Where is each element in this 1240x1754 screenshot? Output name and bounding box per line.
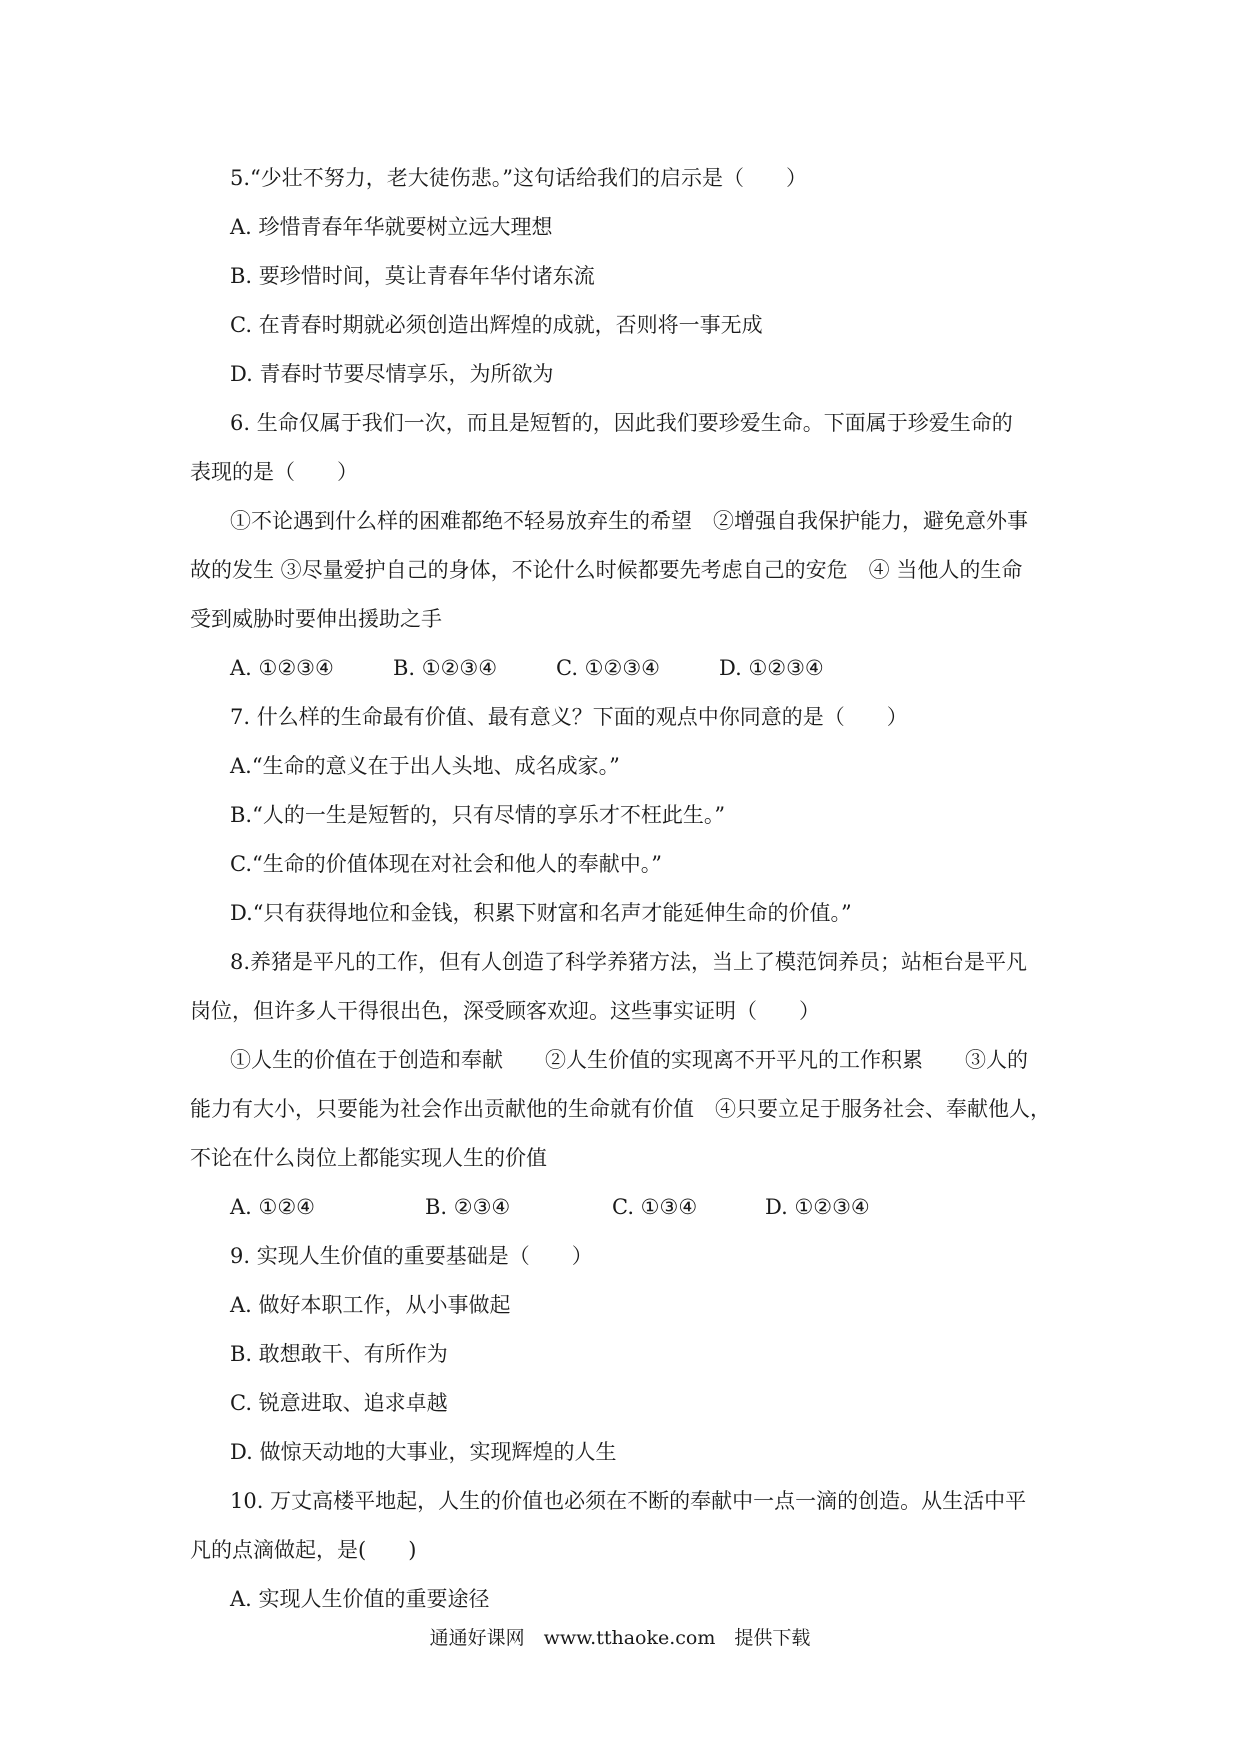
question-8-statements-line-3: 不论在什么岗位上都能实现人生的价值: [190, 1146, 547, 1170]
question-8-option-c: C. ①③④: [612, 1195, 698, 1219]
question-8-stem-line-1: 8.养猪是平凡的工作，但有人创造了科学养猪方法，当上了模范饲养员；站柜台是平凡: [230, 950, 1028, 974]
question-10-option-a: A. 实现人生价值的重要途径: [230, 1587, 490, 1611]
question-7-option-c: C.“生命的价值体现在对社会和他人的奉献中。”: [230, 852, 662, 876]
question-7-option-d: D.“只有获得地位和金钱，积累下财富和名声才能延伸生命的价值。”: [230, 901, 852, 925]
question-6-option-c: C. ①②③④: [556, 656, 660, 680]
question-9-option-c: C. 锐意进取、追求卓越: [230, 1391, 448, 1415]
question-5-option-a: A. 珍惜青春年华就要树立远大理想: [230, 215, 553, 239]
question-5-option-b: B. 要珍惜时间，莫让青春年华付诸东流: [230, 264, 595, 288]
question-8-options: [190, 1183, 1065, 1232]
question-8-stem-line-2: 岗位，但许多人干得很出色，深受顾客欢迎。这些事实证明（ ）: [190, 999, 820, 1023]
question-8-statements-line-1: ①人生的价值在于创造和奉献 ②人生价值的实现离不开平凡的工作积累 ③人的: [230, 1048, 1028, 1072]
question-6-statements-line-1: ①不论遇到什么样的困难都绝不轻易放弃生的希望 ②增强自我保护能力，避免意外事: [230, 509, 1028, 533]
question-9-option-b: B. 敢想敢干、有所作为: [230, 1342, 448, 1366]
question-list: [190, 154, 1065, 1624]
question-5-option-d: D. 青春时节要尽情享乐，为所欲为: [230, 362, 554, 386]
question-5-stem: 5.“少壮不努力，老大徒伤悲。”这句话给我们的启示是（ ）: [230, 166, 808, 190]
question-6-stem-line-2: 表现的是（ ）: [190, 460, 358, 484]
question-6-statements-line-2: 故的发生 ③尽量爱护自己的身体，不论什么时候都要先考虑自己的安危 ④ 当他人的生命: [190, 558, 1023, 582]
question-8-option-d: D. ①②③④: [765, 1195, 870, 1219]
question-6-stem-line-1: 6. 生命仅属于我们一次，而且是短暂的，因此我们要珍爱生命。下面属于珍爱生命的: [230, 411, 1013, 435]
question-8-statements-line-2: 能力有大小，只要能为社会作出贡献他的生命就有价值 ④只要立足于服务社会、奉献他人，: [190, 1097, 1051, 1121]
question-10-stem-line-1: 10. 万丈高楼平地起，人生的价值也必须在不断的奉献中一点一滴的创造。从生活中平: [230, 1489, 1027, 1513]
question-8-option-b: B. ②③④: [425, 1195, 511, 1219]
question-6-option-d: D. ①②③④: [719, 656, 824, 680]
question-6-option-a: A. ①②③④: [230, 656, 334, 680]
question-7-option-b: B.“人的一生是短暂的，只有尽情的享乐才不枉此生。”: [230, 803, 726, 827]
question-6-option-b: B. ①②③④: [393, 656, 498, 680]
question-5-option-c: C. 在青春时期就必须创造出辉煌的成就，否则将一事无成: [230, 313, 763, 337]
question-9-stem: 9. 实现人生价值的重要基础是（ ）: [230, 1244, 593, 1268]
question-9-option-d: D. 做惊天动地的大事业，实现辉煌的人生: [230, 1440, 617, 1464]
page-footer: 通通好课网 www.tthaoke.com 提供下载: [429, 1627, 811, 1649]
question-10-stem-line-2: 凡的点滴做起，是( ): [190, 1538, 417, 1562]
question-8-option-a: A. ①②④: [230, 1195, 315, 1219]
question-6-statements-line-3: 受到威胁时要伸出援助之手: [190, 607, 442, 631]
question-9-option-a: A. 做好本职工作，从小事做起: [230, 1293, 511, 1317]
question-6-options: [190, 644, 1065, 693]
question-7-stem: 7. 什么样的生命最有价值、最有意义？下面的观点中你同意的是（ ）: [230, 705, 908, 729]
question-7-option-a: A.“生命的意义在于出人头地、成名成家。”: [230, 754, 620, 778]
